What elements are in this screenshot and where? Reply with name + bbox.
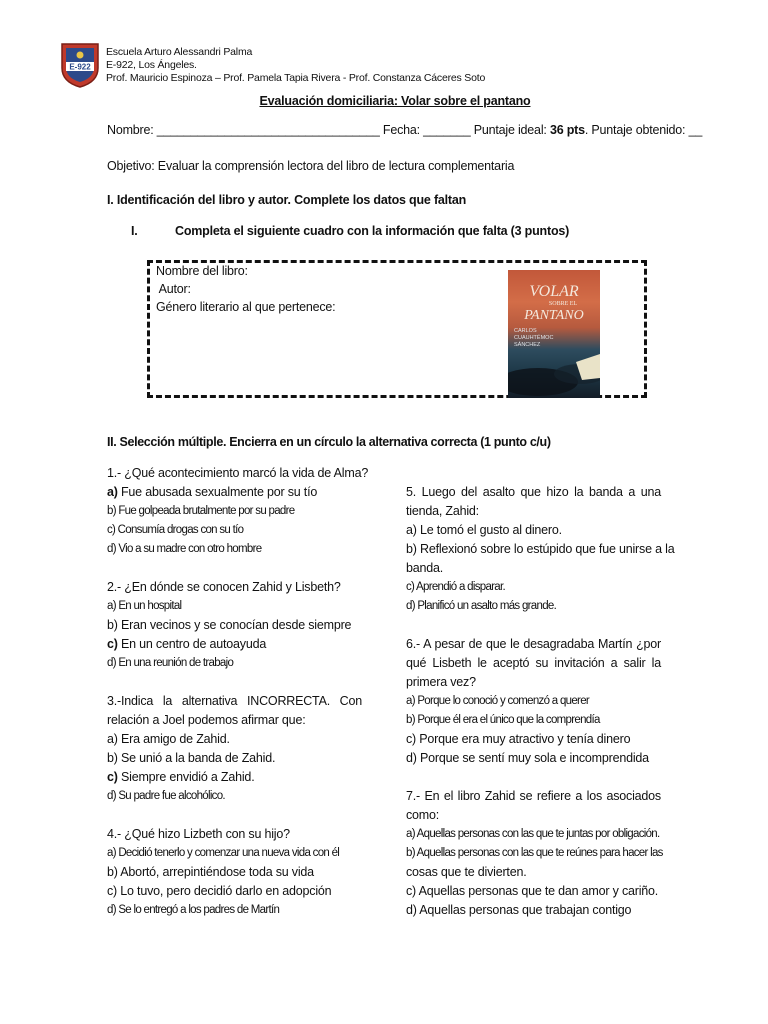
field-book-name[interactable]: Nombre del libro: [156, 264, 248, 278]
info-line-fields: Nombre: _________________________________ Fecha: _______ Puntaje ideal: [107, 123, 550, 137]
q4-option-a[interactable]: a) Decidió tenerlo y comenzar una nueva vida con él [107, 847, 340, 859]
q3-option-d[interactable]: d) Su padre fue alcohólico. [107, 790, 225, 802]
book-cover-image [508, 270, 600, 398]
q7-option-b-line2[interactable]: cosas que te divierten. [406, 865, 527, 879]
school-name: Escuela Arturo Alessandri Palma [106, 46, 253, 58]
cover-title-line1: VOLAR [529, 283, 579, 300]
q2-option-c[interactable]: c) En un centro de autoayuda [107, 637, 267, 651]
q7-option-a[interactable]: a) Aquellas personas con las que te juntas por obligación. [406, 828, 660, 840]
section1-heading: I. Identificación del libro y autor. Complete los datos que faltan [107, 193, 467, 207]
objective-text: Objetivo: Evaluar la comprensión lectora del libro de lectura complementaria [107, 159, 515, 173]
q6-question-line3: primera vez? [406, 675, 476, 689]
cover-title-line2: SOBRE EL [548, 301, 578, 307]
q5-option-a[interactable]: a) Le tomó el gusto al dinero. [406, 523, 562, 537]
cover-author-line3: SÁNCHEZ [514, 342, 541, 348]
section2-heading: II. Selección múltiple. Encierra en un círculo la alternativa correcta (1 punto c/u) [107, 435, 551, 449]
q5-option-b-line1[interactable]: b) Reflexionó sobre lo estúpido que fue unirse a la [406, 542, 675, 556]
q7-option-c[interactable]: c) Aquellas personas que te dan amor y cariño. [406, 884, 659, 898]
q4-option-c[interactable]: c) Lo tuvo, pero decidió darlo en adopción [107, 884, 332, 898]
q6-option-d[interactable]: d) Porque se sentí muy sola e incomprendida [406, 751, 649, 765]
q1-option-a[interactable]: a) Fue abusada sexualmente por su tío [107, 485, 318, 499]
q6-option-c[interactable]: c) Porque era muy atractivo y tenía dinero [406, 732, 631, 746]
cover-author-line1: CARLOS [514, 328, 537, 334]
school-address: E-922, Los Ángeles. [106, 59, 197, 71]
field-genre[interactable]: Género literario al que pertenece: [156, 300, 336, 314]
q5-option-d[interactable]: d) Planificó un asalto más grande. [406, 600, 557, 612]
right-column [406, 483, 675, 920]
q1-question: 1.- ¿Qué acontecimiento marcó la vida de Alma? [107, 466, 369, 480]
cover-author-line2: CUAUHTÉMOC [514, 335, 554, 341]
q4-option-b[interactable]: b) Abortó, arrepintiéndose toda su vida [107, 865, 314, 879]
school-crest-logo [60, 42, 100, 88]
cover-title-line3: PANTANO [524, 308, 584, 323]
q2-question: 2.- ¿En dónde se conocen Zahid y Lisbeth? [107, 580, 341, 594]
q1-option-c[interactable]: c) Consumía drogas con su tío [107, 524, 244, 536]
q3-question-line1: 3.-Indica la alternativa INCORRECTA. Con [107, 694, 362, 708]
q5-question-line2: tienda, Zahid: [406, 504, 479, 518]
q7-option-b-line1[interactable]: b) Aquellas personas con las que te reúnes para hacer las [406, 847, 663, 859]
q6-question-line1: 6.- A pesar de que le desagradaba Martín ¿por [406, 637, 661, 651]
field-author[interactable]: Autor: [156, 282, 191, 296]
info-line [107, 121, 702, 140]
q5-option-b-line2[interactable]: banda. [406, 561, 444, 575]
q6-option-a[interactable]: a) Porque lo conoció y comenzó a querer [406, 695, 590, 707]
q6-option-b[interactable]: b) Porque él era el único que la comprendía [406, 714, 600, 726]
q4-question: 4.- ¿Qué hizo Lizbeth con su hijo? [107, 827, 290, 841]
q5-question-line1: 5. Luego del asalto que hizo la banda a una [406, 485, 661, 499]
section1-instruction: Completa el siguiente cuadro con la información que falta (3 puntos) [175, 224, 570, 238]
ideal-points: 36 pts [549, 123, 585, 137]
page-title: Evaluación domiciliaria: Volar sobre el pantano [259, 94, 531, 108]
teachers-line: Prof. Mauricio Espinoza – Prof. Pamela Tapia Rivera - Prof. Constanza Cáceres Soto [106, 72, 486, 84]
q2-option-d[interactable]: d) En una reunión de trabajo [107, 657, 234, 669]
left-column [107, 464, 369, 920]
q6-question-line2: qué Lisbeth le aceptó su invitación a salir la [406, 656, 661, 670]
crest-label: E-922 [69, 62, 91, 72]
q1-option-b[interactable]: b) Fue golpeada brutalmente por su padre [107, 505, 295, 517]
section1-number: I. [131, 224, 138, 238]
q4-option-d[interactable]: d) Se lo entregó a los padres de Martín [107, 904, 280, 916]
q3-question-line2: relación a Joel podemos afirmar que: [107, 713, 306, 727]
q3-option-b[interactable]: b) Se unió a la banda de Zahid. [107, 751, 276, 765]
info-line-rest: . Puntaje obtenido: __ [584, 123, 703, 137]
q2-option-b[interactable]: b) Eran vecinos y se conocían desde siempre [107, 618, 352, 632]
q3-option-a[interactable]: a) Era amigo de Zahid. [107, 732, 230, 746]
q5-option-c[interactable]: c) Aprendió a disparar. [406, 581, 505, 593]
q7-option-d[interactable]: d) Aquellas personas que trabajan contigo [406, 903, 632, 917]
q2-option-a[interactable]: a) En un hospital [107, 600, 182, 612]
q7-question-line1: 7.- En el libro Zahid se refiere a los asociados [406, 789, 661, 803]
q1-option-d[interactable]: d) Vio a su madre con otro hombre [107, 543, 262, 555]
q7-question-line2: como: [406, 808, 440, 822]
q3-option-c[interactable]: c) Siempre envidió a Zahid. [107, 770, 255, 784]
